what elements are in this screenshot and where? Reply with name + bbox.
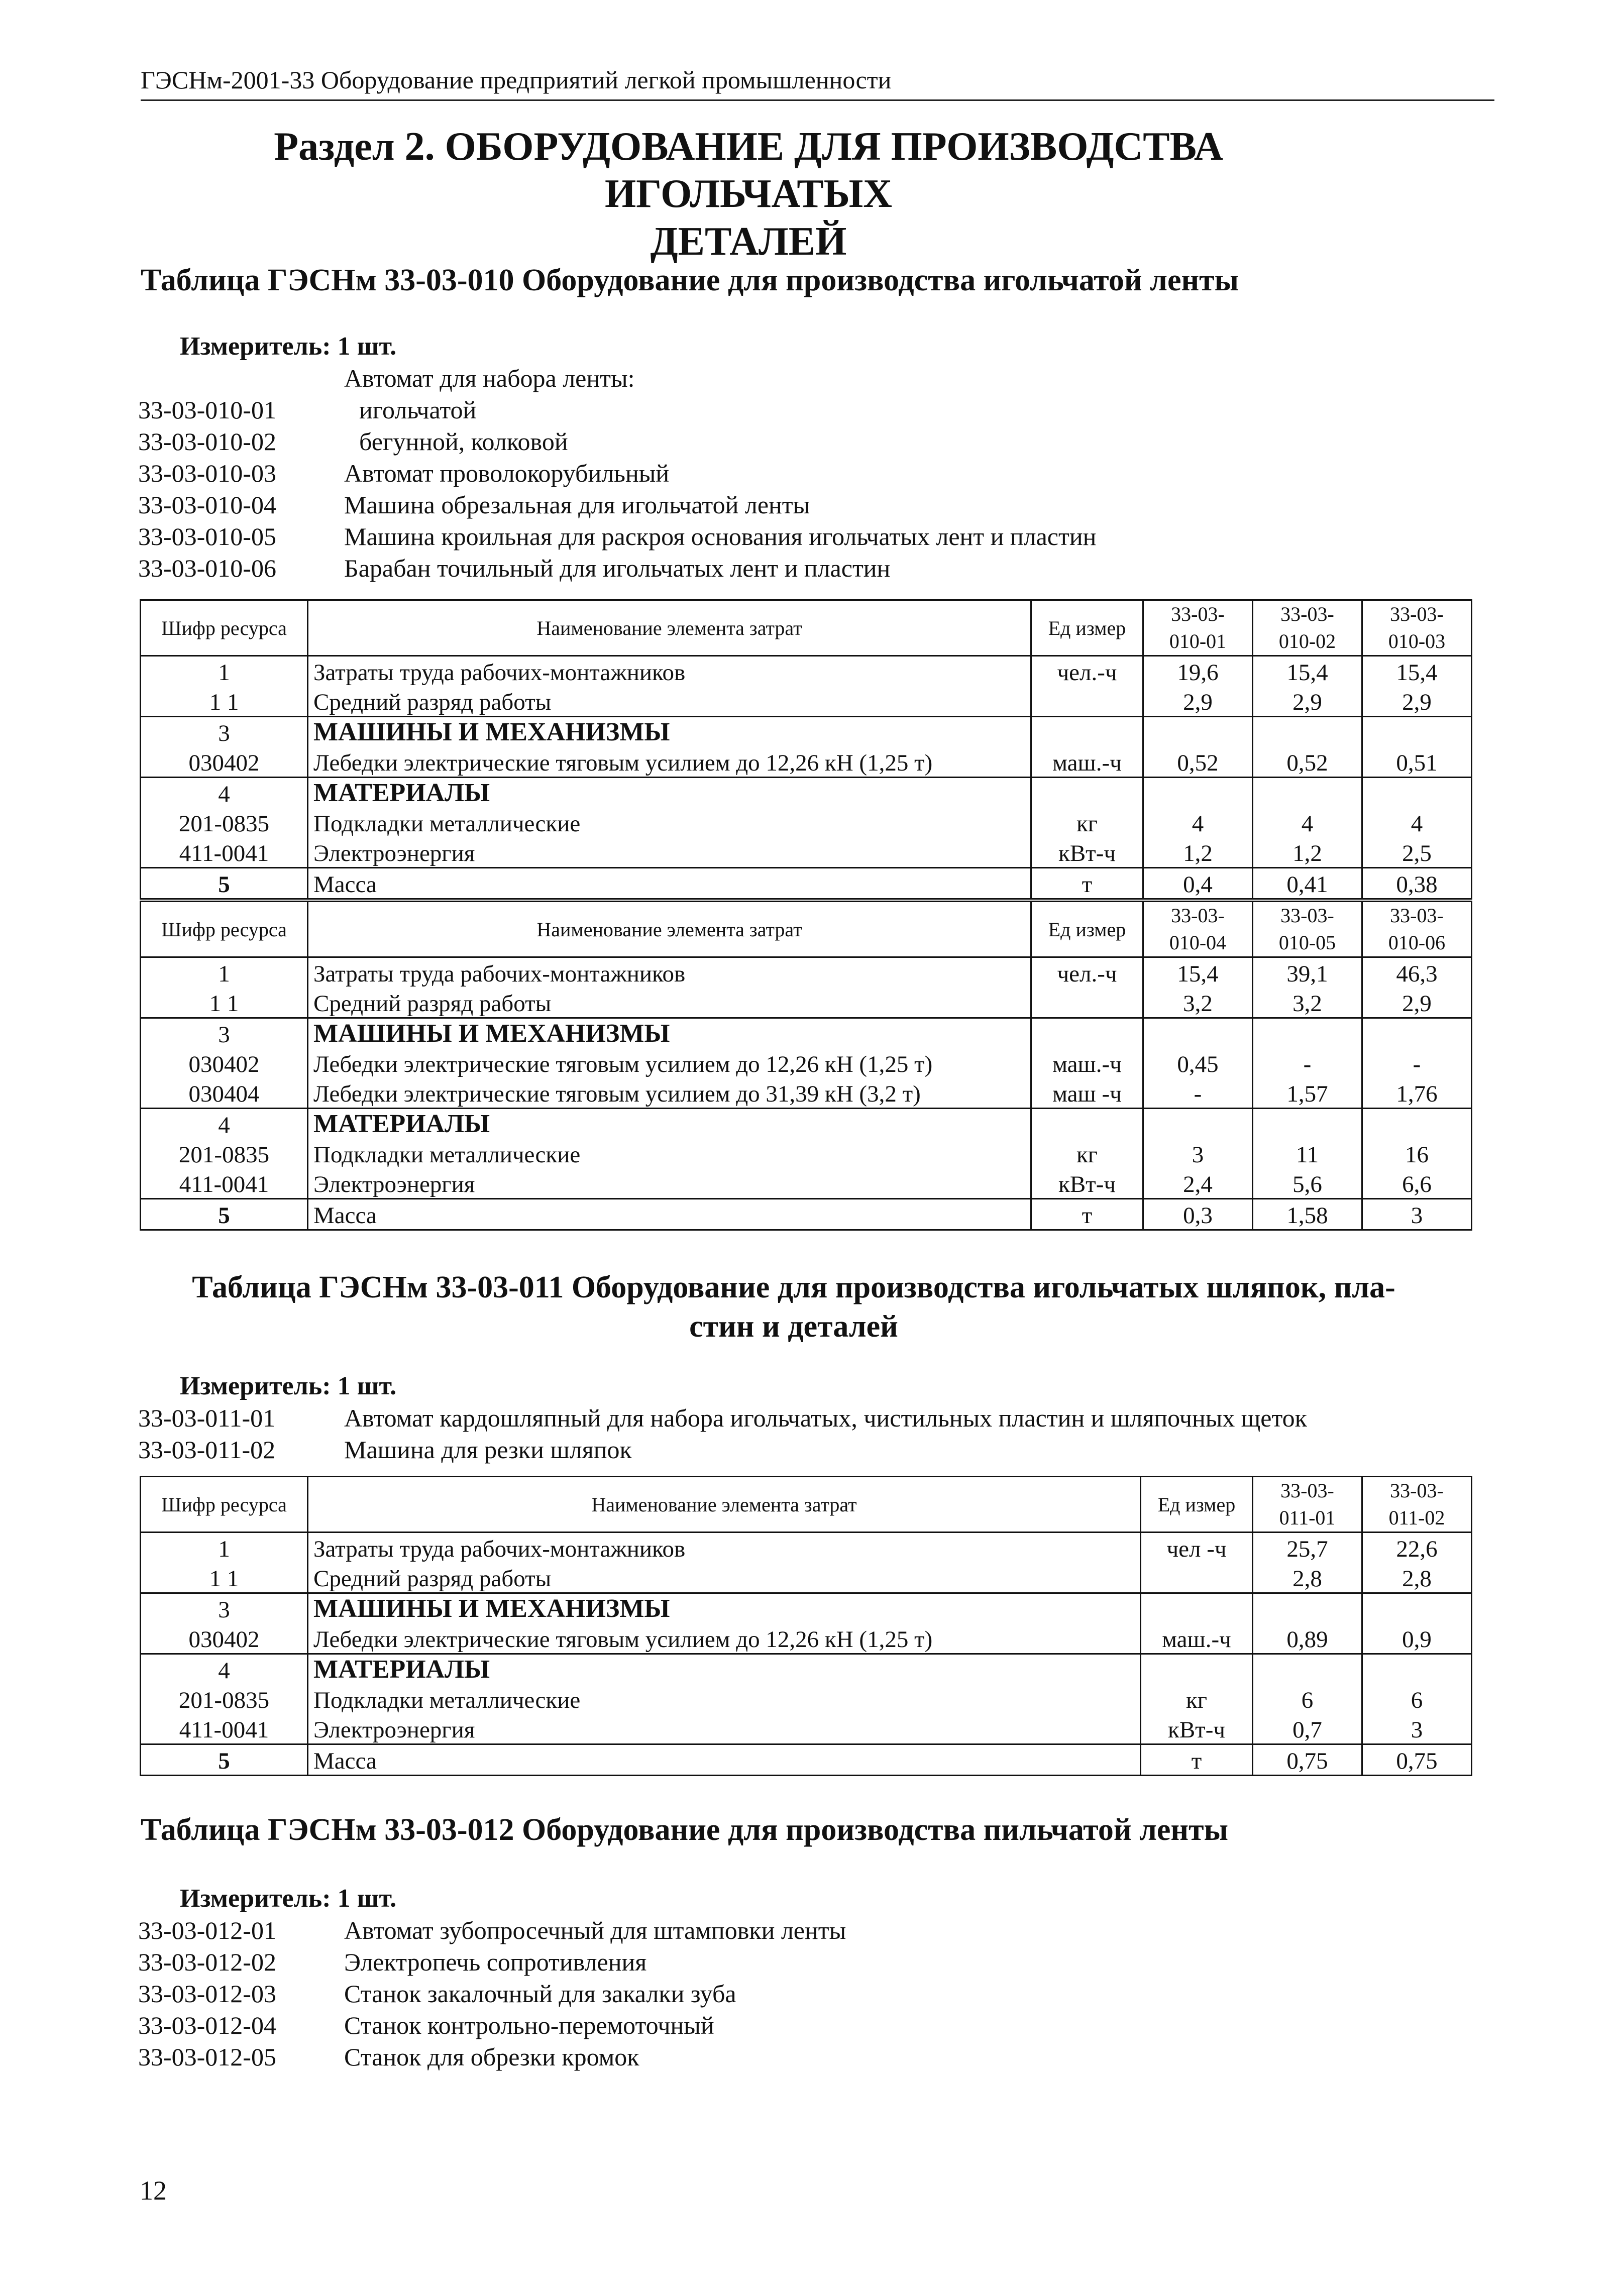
table-row: 030402 Лебедки электрические тяговым усилием до 12,26 кН (1,25 т) маш.-ч 0,45 - - bbox=[141, 1048, 1472, 1078]
col-header-name: Наименование элемента затрат bbox=[308, 902, 1031, 957]
col-header-rate: 33-03- 010-01 bbox=[1143, 600, 1253, 656]
table-012-item-list bbox=[138, 1915, 846, 2073]
item-code: 33-03-010-05 bbox=[138, 522, 276, 551]
meter-label: Измеритель: bbox=[180, 332, 331, 361]
item-desc: Барабан точильный для игольчатых лент и пластин bbox=[344, 554, 891, 582]
item-code: 33-03-011-02 bbox=[138, 1436, 276, 1464]
item-desc: Автомат кардошляпный для набора игольчатых, чистильных пластин и шляпочных щеток bbox=[344, 1404, 1307, 1432]
item-code: 33-03-012-01 bbox=[138, 1916, 276, 1944]
table-010-meter bbox=[180, 332, 396, 361]
meter-label: Измеритель: bbox=[180, 1372, 331, 1400]
table-row: 4 МАТЕРИАЛЫ bbox=[141, 778, 1472, 808]
table-row: 1 Затраты труда рабочих-монтажников чел.-ч 15,4 39,1 46,3 bbox=[141, 957, 1472, 988]
section-title-line2: ДЕТАЛЕЙ bbox=[650, 219, 847, 264]
meter-value: 1 шт. bbox=[337, 1884, 397, 1913]
table-010-item-list bbox=[138, 363, 1096, 584]
list-item bbox=[138, 553, 1096, 584]
table-row: 5 Масса т 0,75 0,75 bbox=[141, 1744, 1472, 1776]
item-desc: Станок контрольно-перемоточный bbox=[344, 2011, 714, 2039]
col-header-rate: 33-03- 011-02 bbox=[1362, 1477, 1472, 1533]
item-code: 33-03-012-03 bbox=[138, 1980, 276, 2008]
table-row: 5 Масса т 0,4 0,41 0,38 bbox=[141, 868, 1472, 899]
col-header-name: Наименование элемента затрат bbox=[308, 1477, 1141, 1533]
meter-value: 1 шт. bbox=[337, 332, 397, 361]
list-item bbox=[138, 1978, 846, 2010]
list-item bbox=[138, 363, 1096, 394]
table-011-title-line2: стин и деталей bbox=[689, 1309, 898, 1344]
resource-table-011 bbox=[140, 1476, 1472, 1776]
table-row: 4 МАТЕРИАЛЫ bbox=[141, 1109, 1472, 1139]
table-row: 1 Затраты труда рабочих-монтажников чел -ч 25,7 22,6 bbox=[141, 1533, 1472, 1563]
group-label: Автомат для набора ленты: bbox=[344, 364, 635, 392]
table-row: 411-0041 Электроэнергия кВт-ч 2,4 5,6 6,6 bbox=[141, 1168, 1472, 1199]
table-row: 201-0835 Подкладки металлические кг 4 4 4 bbox=[141, 808, 1472, 837]
item-code: 33-03-010-06 bbox=[138, 554, 276, 582]
list-item bbox=[138, 394, 1096, 426]
item-desc: Машина кроильная для раскроя основания игольчатых лент и пластин bbox=[344, 522, 1097, 551]
list-item bbox=[138, 1946, 846, 1978]
table-row: 201-0835 Подкладки металлические кг 3 11 16 bbox=[141, 1139, 1472, 1168]
item-desc: бегунной, колковой bbox=[359, 427, 568, 456]
col-header-code: Шифр ресурса bbox=[141, 1477, 308, 1533]
item-desc: Станок закалочный для закалки зуба bbox=[344, 1980, 736, 2008]
resource-table-010-b bbox=[140, 901, 1472, 1231]
table-row: 1 1 Средний разряд работы 2,9 2,9 2,9 bbox=[141, 686, 1472, 717]
table-row: 1 1 Средний разряд работы 2,8 2,8 bbox=[141, 1563, 1472, 1593]
table-header-row bbox=[141, 902, 1472, 957]
table-row: 201-0835 Подкладки металлические кг 6 6 bbox=[141, 1684, 1472, 1714]
table-row: 5 Масса т 0,3 1,58 3 bbox=[141, 1199, 1472, 1230]
resource-table-010-a bbox=[140, 599, 1472, 900]
item-desc: Машина обрезальная для игольчатой ленты bbox=[344, 491, 810, 519]
item-desc: игольчатой bbox=[359, 396, 477, 424]
list-item bbox=[138, 1434, 1307, 1466]
col-header-rate: 33-03- 010-03 bbox=[1362, 600, 1472, 656]
item-code: 33-03-010-03 bbox=[138, 459, 276, 487]
table-011-title bbox=[141, 1268, 1447, 1346]
item-desc: Автомат зубопросечный для штамповки ленты bbox=[344, 1916, 846, 1944]
list-item bbox=[138, 458, 1096, 489]
list-item bbox=[138, 1402, 1307, 1434]
table-row: 3 МАШИНЫ И МЕХАНИЗМЫ bbox=[141, 1593, 1472, 1624]
item-desc: Машина для резки шляпок bbox=[344, 1436, 632, 1464]
table-header-row bbox=[141, 1477, 1472, 1533]
item-desc: Станок для обрезки кромок bbox=[344, 2043, 639, 2071]
col-header-rate: 33-03- 010-02 bbox=[1253, 600, 1362, 656]
list-item bbox=[138, 2010, 846, 2041]
section-title-line1: Раздел 2. ОБОРУДОВАНИЕ ДЛЯ ПРОИЗВОДСТВА ИГОЛЬЧАТЫХ bbox=[274, 125, 1223, 216]
item-code: 33-03-012-02 bbox=[138, 1948, 276, 1976]
table-011-item-list bbox=[138, 1402, 1307, 1466]
list-item bbox=[138, 489, 1096, 521]
item-code: 33-03-012-05 bbox=[138, 2043, 276, 2071]
table-row: 411-0041 Электроэнергия кВт-ч 0,7 3 bbox=[141, 1714, 1472, 1744]
header-rule bbox=[141, 99, 1494, 101]
list-item bbox=[138, 521, 1096, 553]
table-012-title: Таблица ГЭСНм 33-03-012 Оборудование для производства пильчатой ленты bbox=[141, 1813, 1228, 1847]
page-number: 12 bbox=[140, 2175, 167, 2206]
col-header-rate: 33-03- 010-06 bbox=[1362, 902, 1472, 957]
col-header-unit: Ед измер bbox=[1031, 600, 1143, 656]
section-title bbox=[191, 123, 1306, 265]
item-code: 33-03-012-04 bbox=[138, 2011, 276, 2039]
table-row: 411-0041 Электроэнергия кВт-ч 1,2 1,2 2,5 bbox=[141, 837, 1472, 868]
item-code: 33-03-011-01 bbox=[138, 1404, 276, 1432]
meter-value: 1 шт. bbox=[337, 1372, 397, 1400]
list-item bbox=[138, 2041, 846, 2073]
item-desc: Электропечь сопротивления bbox=[344, 1948, 647, 1976]
running-header: ГЭСНм-2001-33 Оборудование предприятий легкой промышленности bbox=[141, 66, 892, 94]
col-header-name: Наименование элемента затрат bbox=[308, 600, 1031, 656]
table-011-title-line1: Таблица ГЭСНм 33-03-011 Оборудование для производства игольчатых шляпок, пла- bbox=[192, 1270, 1395, 1304]
table-012-meter bbox=[180, 1884, 396, 1913]
item-code: 33-03-010-01 bbox=[138, 396, 276, 424]
col-header-rate: 33-03- 010-04 bbox=[1143, 902, 1253, 957]
item-code: 33-03-010-02 bbox=[138, 427, 276, 456]
list-item bbox=[138, 426, 1096, 458]
table-row: 030404 Лебедки электрические тяговым усилием до 31,39 кН (3,2 т) маш -ч - 1,57 1,76 bbox=[141, 1078, 1472, 1109]
table-row: 030402 Лебедки электрические тяговым усилием до 12,26 кН (1,25 т) маш.-ч 0,89 0,9 bbox=[141, 1623, 1472, 1654]
col-header-code: Шифр ресурса bbox=[141, 600, 308, 656]
col-header-rate: 33-03- 011-01 bbox=[1253, 1477, 1362, 1533]
col-header-unit: Ед измер bbox=[1141, 1477, 1253, 1533]
table-row: 3 МАШИНЫ И МЕХАНИЗМЫ bbox=[141, 717, 1472, 747]
table-row: 030402 Лебедки электрические тяговым усилием до 12,26 кН (1,25 т) маш.-ч 0,52 0,52 0,51 bbox=[141, 747, 1472, 778]
item-code: 33-03-010-04 bbox=[138, 491, 276, 519]
table-011-meter bbox=[180, 1371, 396, 1401]
col-header-unit: Ед измер bbox=[1031, 902, 1143, 957]
meter-label: Измеритель: bbox=[180, 1884, 331, 1913]
table-row: 1 1 Средний разряд работы 3,2 3,2 2,9 bbox=[141, 988, 1472, 1018]
col-header-rate: 33-03- 010-05 bbox=[1253, 902, 1362, 957]
table-row: 1 Затраты труда рабочих-монтажников чел.-ч 19,6 15,4 15,4 bbox=[141, 656, 1472, 687]
item-desc: Автомат проволокорубильный bbox=[344, 459, 670, 487]
table-010-title: Таблица ГЭСНм 33-03-010 Оборудование для производства игольчатой ленты bbox=[141, 263, 1239, 297]
table-row: 4 МАТЕРИАЛЫ bbox=[141, 1654, 1472, 1685]
col-header-code: Шифр ресурса bbox=[141, 902, 308, 957]
table-header-row bbox=[141, 600, 1472, 656]
list-item bbox=[138, 1915, 846, 1946]
table-row: 3 МАШИНЫ И МЕХАНИЗМЫ bbox=[141, 1018, 1472, 1049]
